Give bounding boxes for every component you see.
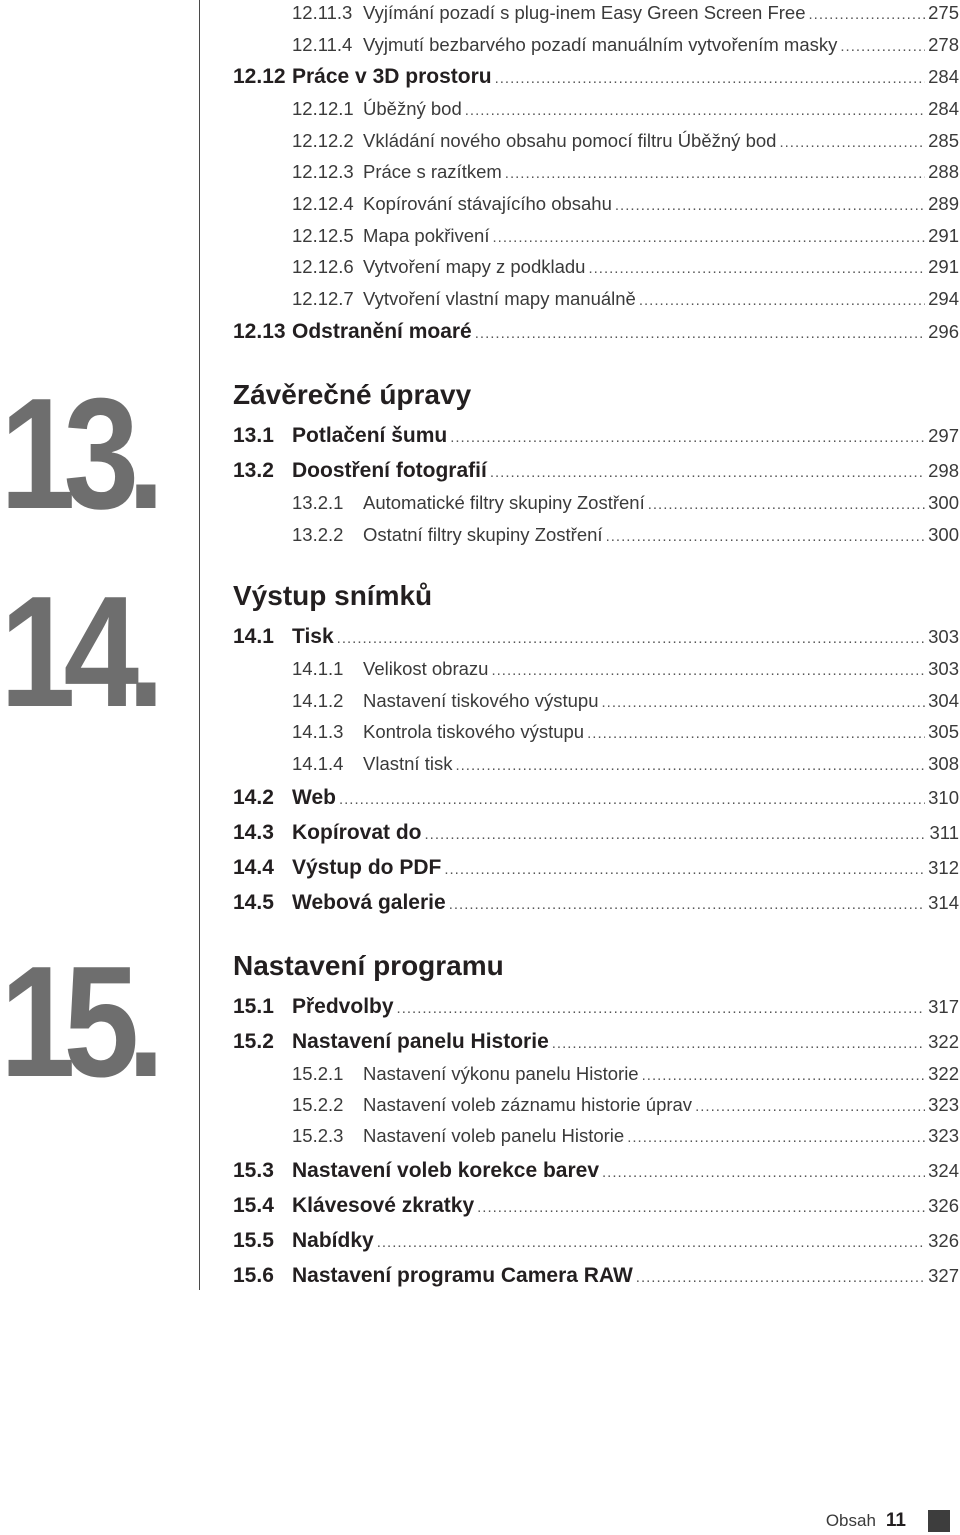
toc-entry[interactable] [292, 524, 959, 546]
entry-title: Velikost obrazu [363, 658, 489, 679]
entry-number: 13.2 [233, 459, 274, 482]
dot-leader [840, 38, 925, 55]
toc-entry[interactable] [292, 2, 959, 24]
dot-leader [450, 429, 925, 446]
toc-entry[interactable] [233, 821, 959, 845]
dot-leader [492, 229, 925, 246]
entry-title: Nastavení programu Camera RAW [292, 1264, 633, 1287]
entry-page: 326 [928, 1195, 959, 1216]
footer-label: Obsah [825, 1511, 876, 1530]
entry-number: 14.1.1 [292, 658, 344, 679]
dot-leader [615, 197, 925, 214]
entry-title: Doostření fotografií [292, 459, 487, 482]
entry-number: 15.2.2 [292, 1094, 344, 1115]
toc-entry[interactable] [233, 995, 959, 1019]
toc-entry[interactable] [292, 1094, 959, 1116]
entry-page: 308 [928, 753, 959, 774]
entry-title: Tisk [292, 625, 334, 648]
toc-entry[interactable] [233, 65, 959, 89]
dot-leader [636, 1269, 925, 1286]
entry-title: Kontrola tiskového výstupu [363, 721, 585, 742]
entry-title: Vytvoření vlastní mapy manuálně [363, 288, 636, 309]
entry-page: 324 [928, 1160, 959, 1181]
dot-leader [648, 496, 925, 513]
entry-page: 323 [928, 1094, 959, 1115]
entry-title: Potlačení šumu [292, 424, 448, 447]
dot-leader [505, 165, 925, 182]
dot-leader [377, 1234, 925, 1251]
dot-leader [588, 260, 925, 277]
entry-page: 300 [928, 524, 959, 545]
entry-number: 15.2.3 [292, 1125, 344, 1146]
entry-page: 317 [928, 996, 959, 1017]
entry-page: 327 [928, 1265, 959, 1286]
dot-leader [606, 528, 926, 545]
dot-leader [444, 861, 925, 878]
entry-number: 12.13 [233, 320, 286, 343]
entry-title: Práce s razítkem [363, 161, 502, 182]
entry-title: Předvolby [292, 995, 394, 1018]
toc-entry[interactable] [233, 424, 959, 448]
dot-leader [695, 1098, 925, 1115]
chapter-number-13: 13. [0, 366, 153, 542]
entry-page: 323 [928, 1125, 959, 1146]
toc-entry[interactable] [233, 459, 959, 483]
entry-title: Kopírovat do [292, 821, 422, 844]
entry-title: Výstup do PDF [292, 856, 442, 879]
entry-number: 13.2.1 [292, 492, 344, 513]
entry-page: 284 [928, 66, 959, 87]
toc-entry[interactable] [292, 1125, 959, 1147]
entry-number: 15.3 [233, 1159, 274, 1182]
entry-title: Klávesové zkratky [292, 1194, 475, 1217]
entry-title: Vytvoření mapy z podkladu [363, 256, 586, 277]
chapter-title-13: Závěrečné úpravy [233, 379, 472, 410]
dot-leader [455, 757, 925, 774]
page-footer [826, 1509, 950, 1533]
entry-number: 14.1.3 [292, 721, 344, 742]
dot-leader [397, 1000, 926, 1017]
entry-page: 322 [928, 1063, 959, 1084]
toc-entry[interactable] [233, 1030, 959, 1054]
dot-leader [602, 1164, 925, 1181]
entry-number: 14.5 [233, 891, 274, 914]
entry-page: 303 [928, 658, 959, 679]
toc-entry[interactable] [233, 1229, 959, 1253]
chapter-number-14: 14. [0, 564, 153, 740]
entry-title: Odstranění moaré [292, 320, 472, 343]
dot-leader [465, 102, 925, 119]
table-of-contents [233, 0, 959, 1300]
dot-leader [477, 1199, 925, 1216]
entry-page: 291 [928, 225, 959, 246]
entry-number: 14.4 [233, 856, 274, 879]
toc-entry[interactable] [233, 1159, 959, 1183]
dot-leader [490, 464, 925, 481]
entry-title: Web [292, 786, 336, 809]
toc-entry[interactable] [292, 1063, 959, 1085]
chapter-title-14: Výstup snímků [233, 580, 433, 611]
entry-page: 289 [928, 193, 959, 214]
entry-title: Nastavení panelu Historie [292, 1030, 549, 1053]
toc-entry[interactable] [292, 130, 959, 152]
entry-page: 311 [929, 822, 959, 843]
entry-page: 284 [928, 98, 959, 119]
entry-number: 12.11.4 [292, 34, 353, 55]
dot-leader [587, 725, 925, 742]
entry-number: 13.1 [233, 424, 274, 447]
entry-number: 15.1 [233, 995, 274, 1018]
entry-number: 15.2.1 [292, 1063, 344, 1084]
chapter-title-15: Nastavení programu [233, 950, 504, 981]
toc-entry[interactable] [292, 492, 959, 514]
entry-page: 305 [928, 721, 959, 742]
entry-page: 278 [928, 34, 959, 55]
vertical-divider [199, 0, 200, 1290]
entry-title: Vkládání nového obsahu pomocí filtru Úběžný bod [363, 130, 777, 151]
entry-title: Nastavení výkonu panelu Historie [363, 1063, 639, 1084]
toc-entry[interactable] [233, 1194, 959, 1218]
entry-title: Vlastní tisk [363, 753, 453, 774]
entry-number: 14.2 [233, 786, 274, 809]
dot-leader [602, 694, 926, 711]
entry-title: Nastavení voleb korekce barev [292, 1159, 600, 1182]
entry-number: 12.12.7 [292, 288, 354, 309]
entry-number: 15.2 [233, 1030, 274, 1053]
entry-number: 14.3 [233, 821, 274, 844]
entry-number: 15.6 [233, 1264, 274, 1287]
entry-page: 296 [928, 321, 959, 342]
entry-title: Kopírování stávajícího obsahu [363, 193, 612, 214]
entry-page: 300 [928, 492, 959, 513]
toc-entry[interactable] [233, 786, 959, 810]
entry-page: 303 [928, 626, 959, 647]
toc-entry[interactable] [292, 161, 959, 183]
entry-page: 304 [928, 690, 959, 711]
entry-number: 14.1 [233, 625, 274, 648]
entry-number: 12.12.6 [292, 256, 354, 277]
dot-leader [809, 6, 926, 23]
entry-page: 275 [928, 2, 959, 23]
toc-entry[interactable] [233, 1264, 959, 1288]
dot-leader [339, 791, 925, 808]
entry-title: Nabídky [292, 1229, 374, 1252]
toc-entry[interactable] [292, 225, 959, 247]
entry-number: 12.12.5 [292, 225, 354, 246]
entry-number: 15.5 [233, 1229, 274, 1252]
toc-entry[interactable] [292, 34, 959, 56]
toc-entry[interactable] [292, 288, 959, 310]
dot-leader [639, 292, 925, 309]
entry-title: Nastavení tiskového výstupu [363, 690, 599, 711]
toc-entry[interactable] [292, 690, 959, 712]
entry-number: 12.12.1 [292, 98, 354, 119]
toc-entry[interactable] [233, 891, 959, 915]
entry-page: 322 [928, 1031, 959, 1052]
footer-square-mark [928, 1510, 950, 1532]
entry-number: 12.12 [233, 65, 286, 88]
toc-entry[interactable] [292, 721, 959, 743]
entry-number: 15.4 [233, 1194, 274, 1217]
entry-page: 285 [928, 130, 959, 151]
entry-page: 312 [928, 857, 959, 878]
dot-leader [449, 896, 925, 913]
toc-entry[interactable] [233, 625, 959, 649]
entry-number: 12.12.4 [292, 193, 354, 214]
entry-title: Webová galerie [292, 891, 446, 914]
dot-leader [475, 325, 925, 342]
dot-leader [425, 826, 927, 843]
dot-leader [337, 630, 925, 647]
dot-leader [642, 1067, 926, 1084]
entry-page: 294 [928, 288, 959, 309]
toc-entry[interactable] [292, 753, 959, 775]
entry-title: Mapa pokřivení [363, 225, 490, 246]
entry-title: Ostatní filtry skupiny Zostření [363, 524, 603, 545]
entry-title: Automatické filtry skupiny Zostření [363, 492, 645, 513]
entry-page: 297 [928, 425, 959, 446]
entry-number: 12.11.3 [292, 2, 353, 23]
entry-number: 14.1.2 [292, 690, 344, 711]
chapter-number-15: 15. [0, 934, 153, 1110]
entry-page: 298 [928, 460, 959, 481]
entry-number: 14.1.4 [292, 753, 344, 774]
dot-leader [627, 1129, 925, 1146]
entry-number: 12.12.2 [292, 130, 354, 151]
toc-entry[interactable] [233, 320, 959, 344]
entry-page: 314 [928, 892, 959, 913]
toc-entry[interactable] [233, 856, 959, 880]
entry-title: Nastavení voleb panelu Historie [363, 1125, 625, 1146]
toc-entry[interactable] [292, 256, 959, 278]
toc-entry[interactable] [292, 658, 959, 680]
entry-number: 12.12.3 [292, 161, 354, 182]
entry-page: 326 [928, 1230, 959, 1251]
entry-number: 13.2.2 [292, 524, 344, 545]
entry-title: Nastavení voleb záznamu historie úprav [363, 1094, 693, 1115]
entry-title: Vyjmutí bezbarvého pozadí manuálním vytvořením masky [363, 34, 838, 55]
entry-title: Vyjímání pozadí s plug-inem Easy Green Screen Free [363, 2, 806, 23]
dot-leader [495, 70, 926, 87]
entry-title: Úběžný bod [363, 98, 462, 119]
toc-entry[interactable] [292, 98, 959, 120]
entry-title: Práce v 3D prostoru [292, 65, 492, 88]
page-number: 11 [885, 1510, 906, 1531]
toc-entry[interactable] [292, 193, 959, 215]
dot-leader [552, 1035, 925, 1052]
entry-page: 291 [928, 256, 959, 277]
dot-leader [779, 134, 925, 151]
dot-leader [491, 662, 925, 679]
entry-page: 310 [928, 787, 959, 808]
entry-page: 288 [928, 161, 959, 182]
